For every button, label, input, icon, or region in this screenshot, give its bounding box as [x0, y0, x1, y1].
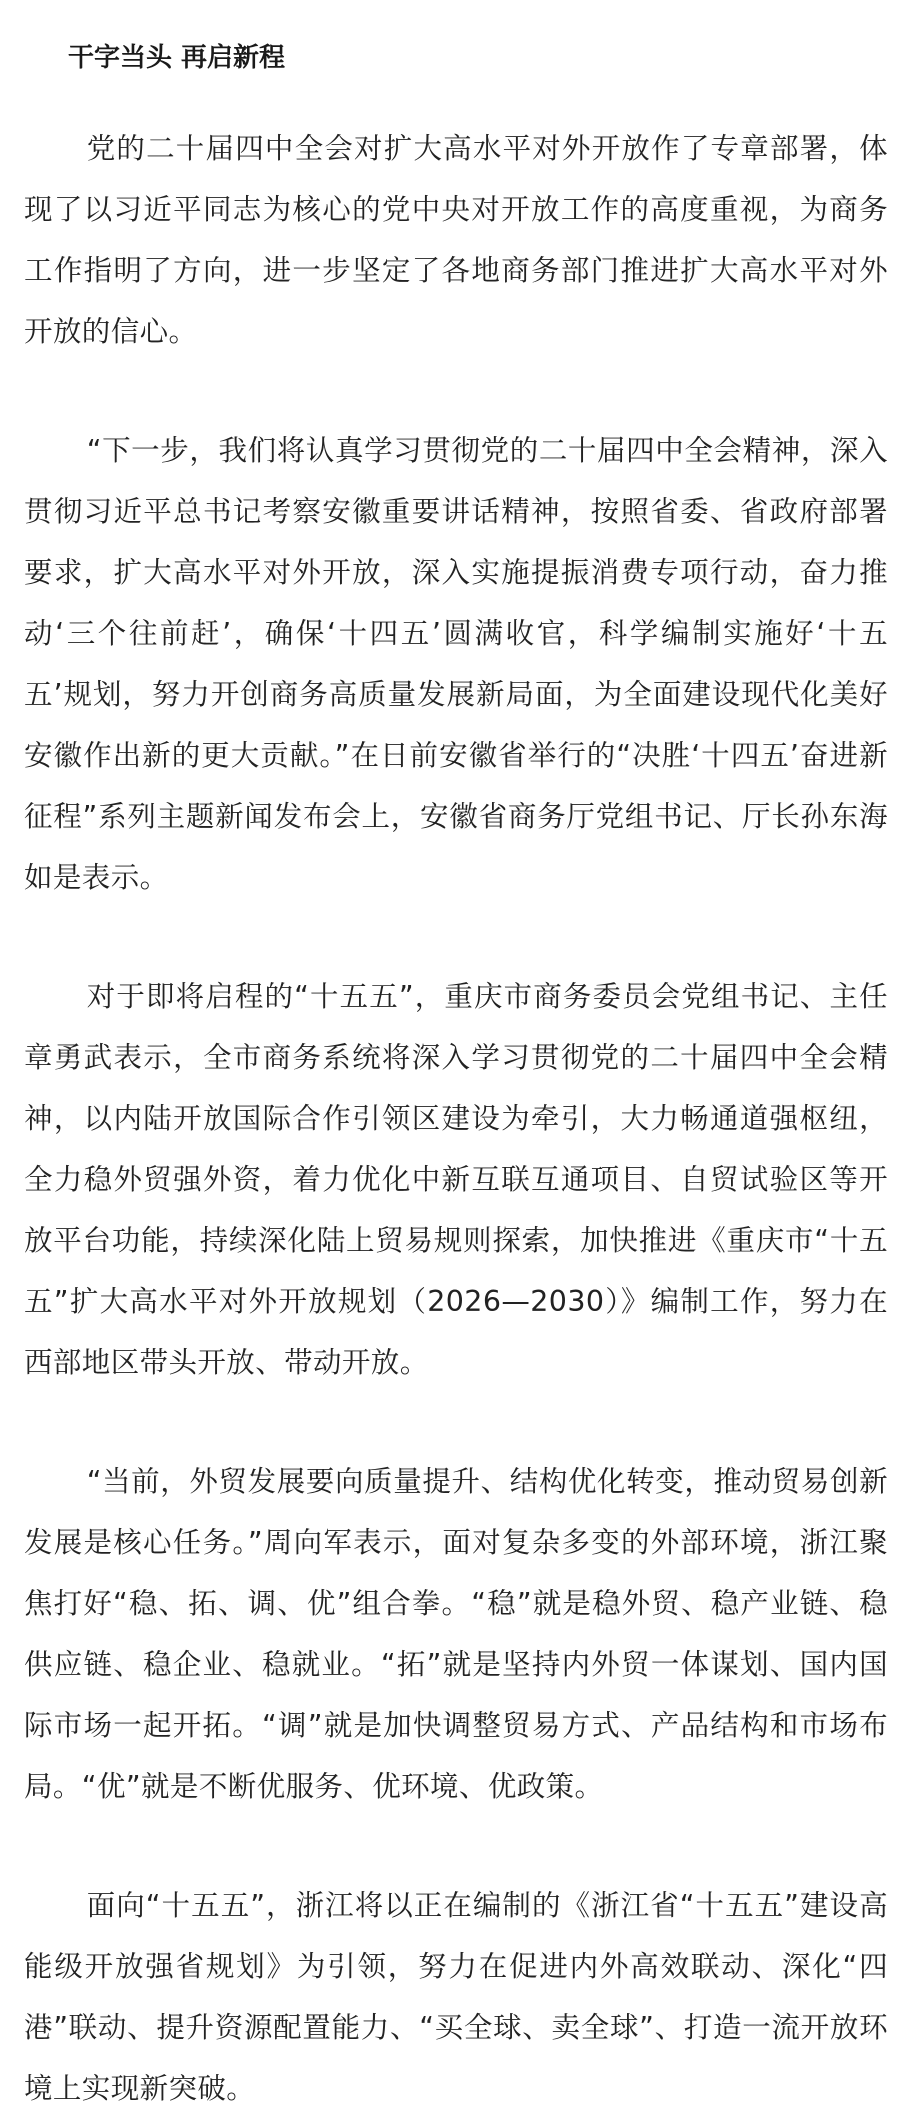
paragraph-1: 党的二十届四中全会对扩大高水平对外开放作了专章部署，体现了以习近平同志为核心的党中央对开放工作的高度重视，为商务工作指明了方向，进一步坚定了各地商务部门推进扩大高水平对外开放的信心。: [24, 132, 888, 348]
section-heading: 干字当头 再启新程: [68, 43, 286, 73]
paragraph-2: “下一步，我们将认真学习贯彻党的二十届四中全会精神，深入贯彻习近平总书记考察安徽重要讲话精神，按照省委、省政府部署要求，扩大高水平对外开放，深入实施提振消费专项行动，奋力推动‘三个往前赶’，确保‘十四五’圆满收官，科学编制实施好‘十五五’规划，努力开创商务高质量发展新局面，为全面建设现代化美好安徽作出新的更大贡献。”在日前安徽省举行的“决胜‘十四五’奋进新征程”系列主题新闻发布会上，安徽省商务厅党组书记、厅长孙东海如是表示。: [24, 434, 888, 894]
paragraph-4: “当前，外贸发展要向质量提升、结构优化转变，推动贸易创新发展是核心任务。”周向军表示，面对复杂多变的外部环境，浙江聚焦打好“稳、拓、调、优”组合拳。“稳”就是稳外贸、稳产业链、稳供应链、稳企业、稳就业。“拓”就是坚持内外贸一体谋划、国内国际市场一起开拓。“调”就是加快调整贸易方式、产品结构和市场布局。“优”就是不断优服务、优环境、优政策。: [24, 1465, 888, 1803]
paragraph-5: 面向“十五五”，浙江将以正在编制的《浙江省“十五五”建设高能级开放强省规划》为引领，努力在促进内外高效联动、深化“四港”联动、提升资源配置能力、“买全球、卖全球”、打造一流开放环境上实现新突破。: [24, 1889, 888, 2105]
paragraph-3: 对于即将启程的“十五五”，重庆市商务委员会党组书记、主任章勇武表示，全市商务系统将深入学习贯彻党的二十届四中全会精神，以内陆开放国际合作引领区建设为牵引，大力畅通道强枢纽，全力稳外贸强外资，着力优化中新互联互通项目、自贸试验区等开放平台功能，持续深化陆上贸易规则探索，加快推进《重庆市“十五五”扩大高水平对外开放规划（2026—2030）》编制工作，努力在西部地区带头开放、带动开放。: [24, 980, 888, 1379]
